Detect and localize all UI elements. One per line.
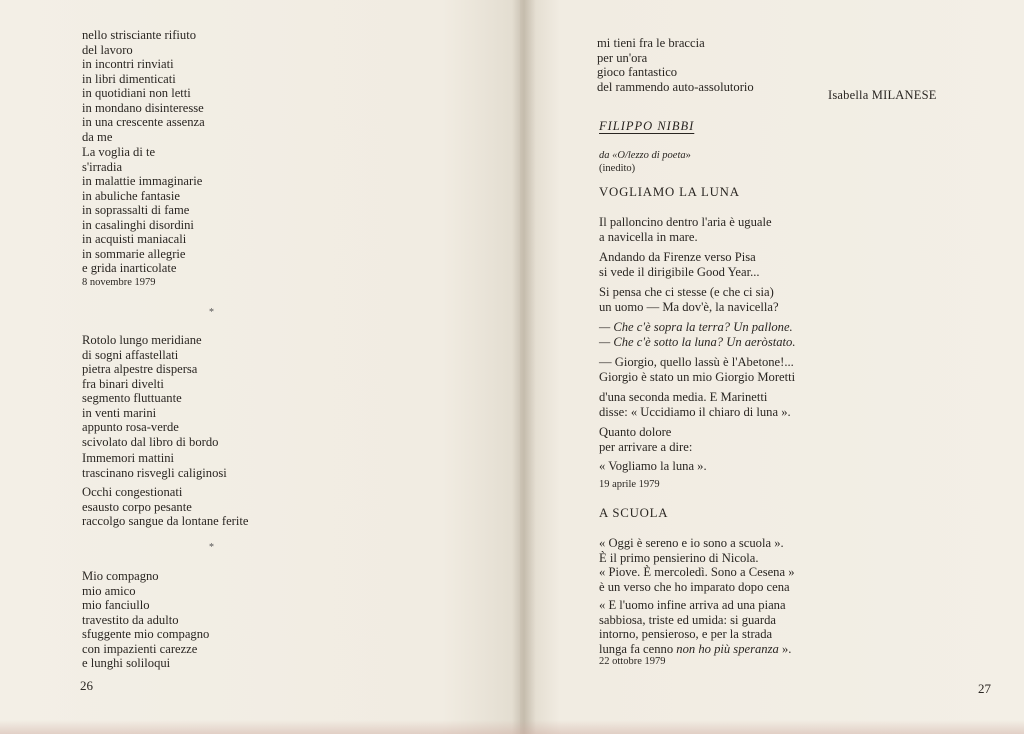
poem-line: mi tieni fra le braccia <box>597 36 705 50</box>
poem-lines <box>599 598 791 642</box>
poem-stanza <box>597 36 754 94</box>
poem-date: 22 ottobre 1979 <box>599 656 666 667</box>
poem-line: in casalinghi disordini <box>82 217 194 232</box>
poem-stanza <box>599 459 707 474</box>
poem-line: Andando da Firenze verso Pisa <box>599 250 756 264</box>
poem-line: Immemori mattini <box>82 451 174 465</box>
poem-line: è un verso che ho imparato dopo cena <box>599 579 790 594</box>
poem-stanza <box>599 425 692 454</box>
poem-line: in soprassalti di fame <box>82 203 190 217</box>
poem-stanza <box>82 451 227 480</box>
poem-line: s'irradia <box>82 159 123 174</box>
poem-line: segmento fluttuante <box>82 391 182 405</box>
poem-stanza <box>599 215 772 244</box>
poem-line: da me <box>82 129 113 144</box>
poem-stanza <box>82 485 248 529</box>
poem-line: disse: « Uccidiamo il chiaro di luna ». <box>599 404 791 419</box>
poem-stanza <box>599 390 791 419</box>
poem-line: fra binari divelti <box>82 376 164 391</box>
poem-line: raccolgo sangue da lontane ferite <box>82 514 249 528</box>
poet-name: FILIPPO NIBBI <box>599 119 695 133</box>
poem-line: in una crescente assenza <box>82 115 205 129</box>
poem-line: sfuggente mio compagno <box>82 627 210 641</box>
right-page <box>520 0 1024 734</box>
poem-line: di sogni affastellati <box>82 347 179 362</box>
poem-stanza <box>599 536 795 594</box>
poem-stanza <box>599 355 795 384</box>
page-edge <box>0 720 1024 734</box>
poem-line: nello strisciante rifiuto <box>82 28 197 42</box>
poem-line: « Vogliamo la luna ». <box>599 459 707 473</box>
poem-stanza <box>599 598 791 656</box>
poem-date: 19 aprile 1979 <box>599 479 660 490</box>
poem-line: Giorgio è stato un mio Giorgio Moretti <box>599 369 796 384</box>
poem-line: Occhi congestionati <box>82 485 183 499</box>
poem-line: « Piove. È mercoledì. Sono a Cesena » <box>599 565 795 579</box>
book-gutter <box>512 0 536 734</box>
source-note: da «O/lezzo di poeta» (inedito) <box>599 150 691 174</box>
poem-stanza <box>599 250 760 279</box>
poem-line: gioco fantastico <box>597 65 678 79</box>
poem-line: in acquisti maniacali <box>82 232 187 246</box>
poem-line: « Oggi è sereno e io sono a scuola ». <box>599 536 784 550</box>
poem-line: a navicella in mare. <box>599 229 698 244</box>
poem-line: lunga fa cenno non ho più speranza ». <box>599 641 792 656</box>
poem-line: pietra alpestre dispersa <box>82 362 198 376</box>
page-number: 27 <box>978 681 991 696</box>
poem-line: del lavoro <box>82 42 133 57</box>
poem-line: trascinano risvegli caliginosi <box>82 465 227 480</box>
author-signature: Isabella MILANESE <box>828 88 937 102</box>
poem-line: La voglia di te <box>82 145 156 159</box>
poem-line: Il palloncino dentro l'aria è uguale <box>599 215 772 229</box>
poem-line: in venti marini <box>82 405 157 420</box>
poem-title: VOGLIAMO LA LUNA <box>599 185 740 199</box>
poem-line: in malattie immaginarie <box>82 174 203 188</box>
poem-line: esausto corpo pesante <box>82 499 192 514</box>
poem-line: mio amico <box>82 583 136 598</box>
poem-line: con impazienti carezze <box>82 641 198 656</box>
poem-line: in mondano disinteresse <box>82 100 204 115</box>
poem-line: in quotidiani non letti <box>82 86 191 100</box>
poem-stanza <box>82 569 209 671</box>
poem-date: 8 novembre 1979 <box>82 277 156 288</box>
section-separator: * <box>209 307 214 318</box>
poem-line: d'una seconda media. E Marinetti <box>599 390 768 404</box>
poem-stanza <box>599 285 779 314</box>
poem-line: travestito da adulto <box>82 612 179 627</box>
poem-line: — Che c'è sotto la luna? Un aeròstato. <box>599 334 796 349</box>
poem-line: per arrivare a dire: <box>599 439 693 454</box>
poem-line: si vede il dirigibile Good Year... <box>599 264 760 279</box>
poem-stanza <box>82 333 218 449</box>
poem-line: Si pensa che ci stesse (e che ci sia) <box>599 285 774 299</box>
poem-line: appunto rosa-verde <box>82 420 179 434</box>
poem-line: del rammendo auto-assolutorio <box>597 79 754 94</box>
poem-line: intorno, pensieroso, e per la strada <box>599 627 773 641</box>
poem-line: È il primo pensierino di Nicola. <box>599 550 759 565</box>
poem-line: e lunghi soliloqui <box>82 656 171 670</box>
poem-line: Rotolo lungo meridiane <box>82 333 202 347</box>
poem-line: scivolato dal libro di bordo <box>82 434 219 449</box>
section-separator: * <box>209 542 214 553</box>
page-number: 26 <box>80 678 93 693</box>
poem-stanza <box>82 28 205 144</box>
poem-stanza <box>82 145 202 276</box>
poem-line: per un'ora <box>597 50 648 65</box>
poem-line: e grida inarticolate <box>82 261 177 275</box>
poem-line: « E l'uomo infine arriva ad una piana <box>599 598 786 612</box>
poem-line: in incontri rinviati <box>82 57 174 71</box>
poem-stanza <box>599 320 796 349</box>
poem-line: un uomo — Ma dov'è, la navicella? <box>599 299 779 314</box>
poem-line: sabbiosa, triste ed umida: si guarda <box>599 612 776 627</box>
poem-line: mio fanciullo <box>82 598 150 612</box>
poem-title: A SCUOLA <box>599 506 669 520</box>
poem-line: in libri dimenticati <box>82 71 176 86</box>
poem-line: Quanto dolore <box>599 425 672 439</box>
poem-line: Mio compagno <box>82 569 159 583</box>
poem-line: — Giorgio, quello lassù è l'Abetone!... <box>599 355 794 369</box>
poem-line: in sommarie allegrie <box>82 246 186 261</box>
poem-line: in abuliche fantasie <box>82 188 180 203</box>
poem-line: — Che c'è sopra la terra? Un pallone. <box>599 320 793 334</box>
